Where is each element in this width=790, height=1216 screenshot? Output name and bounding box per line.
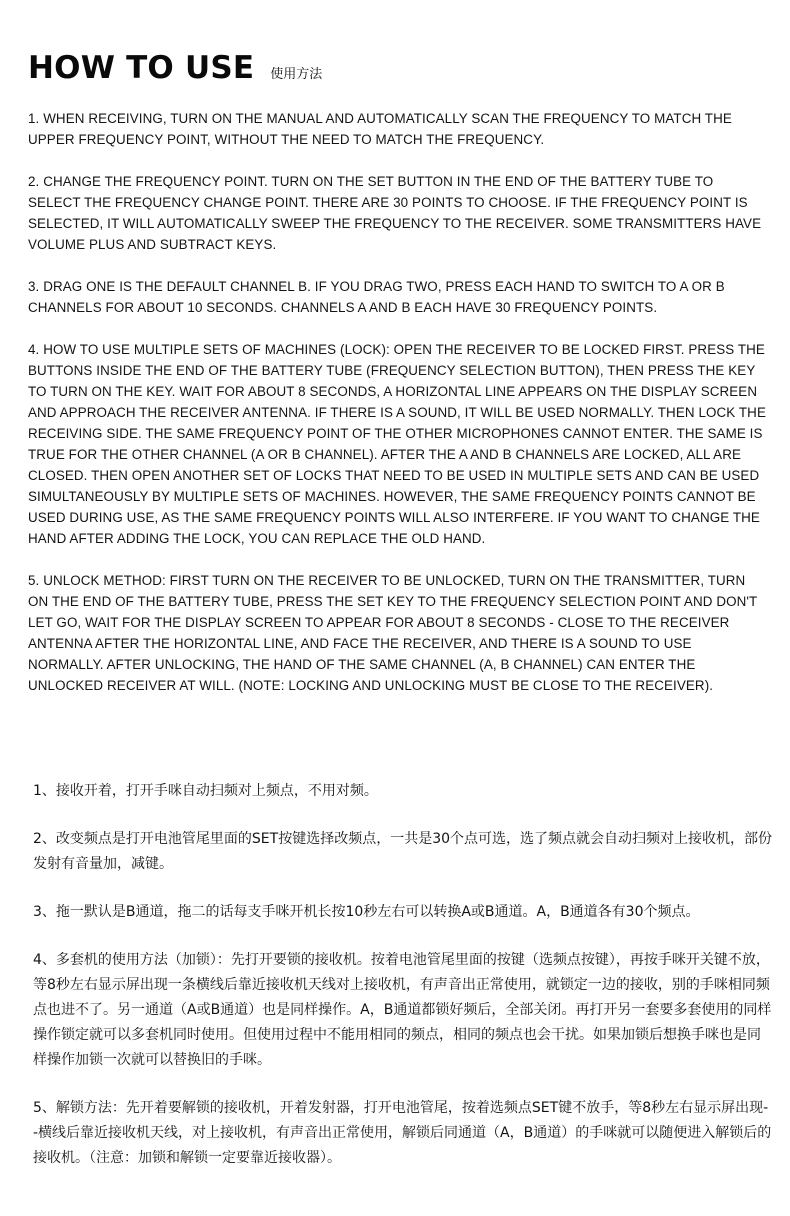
chinese-step-3: 3、拖一默认是B通道，拖二的话每支手咪开机长按10秒左右可以转换A或B通道。A，B通道各有30个频点。 — [33, 904, 700, 920]
page-title: HOW TO USE — [28, 50, 255, 86]
english-step-3: 3. DRAG ONE IS THE DEFAULT CHANNEL B. IF YOU DRAG TWO, PRESS EACH HAND TO SWITCH TO A OR B CHANNELS FOR ABOUT 10 SECONDS. CHANNELS A AND B EACH HAVE 30 FREQUENCY POINTS. — [28, 279, 725, 315]
english-step-2: 2. CHANGE THE FREQUENCY POINT. TURN ON THE SET BUTTON IN THE END OF THE BATTERY TUBE TO SELECT THE FREQUENCY CHANGE POINT. THERE ARE 30 POINTS TO CHOOSE. IF THE FREQUENCY POINT IS SELECTED, IT WILL AUTOMATICALLY SWEEP THE FREQUENCY TO THE RECEIVER. SOME TRANSMITTERS HAVE VOLUME PLUS AND SUBTRACT KEYS. — [28, 174, 762, 252]
page-header — [28, 50, 322, 86]
english-instructions — [28, 108, 768, 717]
chinese-step-4: 4、多套机的使用方法（加锁）：先打开要锁的接收机。按着电池管尾里面的按键（选频点按键），再按手咪开关键不放，等8秒左右显示屏出现一条横线后靠近接收机天线对上接收机，有声音出正常使用，就锁定一边的接收，别的手咪相同频点也进不了。另一通道（A或B通道）也是同样操作。A，B通道都锁好频后，全部关闭。再打开另一套要多套使用的同样操作锁定就可以多套机同时使用。但使用过程中不能用相同的频点，相同的频点也会干扰。如果加锁后想换手咪也是同样操作加锁一次就可以替换旧的手咪。 — [33, 952, 772, 1068]
page-subtitle: 使用方法 — [270, 67, 323, 82]
english-step-5: 5. UNLOCK METHOD: FIRST TURN ON THE RECEIVER TO BE UNLOCKED, TURN ON THE TRANSMITTER, TURN ON THE END OF THE BATTERY TUBE, PRESS THE SET KEY TO THE FREQUENCY SELECTION POINT AND DON'T LET GO, WAIT FOR THE DISPLAY SCREEN TO APPEAR FOR ABOUT 8 SECONDS - CLOSE TO THE RECEIVER ANTENNA AFTER THE HORIZONTAL LINE, AND FACE THE RECEIVER, AND THERE IS A SOUND TO USE NORMALLY. AFTER UNLOCKING, THE HAND OF THE SAME CHANNEL (A, B CHANNEL) CAN ENTER THE UNLOCKED RECEIVER AT WILL. (NOTE: LOCKING AND UNLOCKING MUST BE CLOSE TO THE RECEIVER). — [28, 573, 758, 693]
english-step-1: 1. WHEN RECEIVING, TURN ON THE MANUAL AND AUTOMATICALLY SCAN THE FREQUENCY TO MATCH THE UPPER FREQUENCY POINT, WITHOUT THE NEED TO MATCH THE FREQUENCY. — [28, 111, 732, 147]
chinese-step-5: 5、解锁方法：先开着要解锁的接收机，开着发射器，打开电池管尾，按着选频点SET键不放手，等8秒左右显示屏出现--横线后靠近接收机天线，对上接收机，有声音出正常使用，解锁后同通道（A，B通道）的手咪就可以随便进入解锁后的接收机。（注意：加锁和解锁一定要靠近接收器）。 — [33, 1100, 772, 1166]
chinese-instructions — [33, 779, 773, 1194]
english-step-4: 4. HOW TO USE MULTIPLE SETS OF MACHINES (LOCK): OPEN THE RECEIVER TO BE LOCKED FIRST. PRESS THE BUTTONS INSIDE THE END OF THE BATTERY TUBE (FREQUENCY SELECTION BUTTON), THEN PRESS THE KEY TO TURN ON THE KEY. WAIT FOR ABOUT 8 SECONDS, A HORIZONTAL LINE APPEARS ON THE DISPLAY SCREEN AND APPROACH THE RECEIVER ANTENNA. IF THERE IS A SOUND, IT WILL BE USED NORMALLY. THEN LOCK THE RECEIVING SIDE. THE SAME FREQUENCY POINT OF THE OTHER MICROPHONES CANNOT ENTER. THE SAME IS TRUE FOR THE OTHER CHANNEL (A OR B CHANNEL). AFTER THE A AND B CHANNELS ARE LOCKED, ALL ARE CLOSED. THEN OPEN ANOTHER SET OF LOCKS THAT NEED TO BE USED IN MULTIPLE SETS AND CAN BE USED SIMULTANEOUSLY BY MULTIPLE SETS OF MACHINES. HOWEVER, THE SAME FREQUENCY POINTS CANNOT BE USED DURING USE, AS THE SAME FREQUENCY POINTS WILL ALSO INTERFERE. IF YOU WANT TO CHANGE THE HAND AFTER ADDING THE LOCK, YOU CAN REPLACE THE OLD HAND. — [28, 342, 766, 546]
chinese-step-1: 1、接收开着，打开手咪自动扫频对上频点，不用对频。 — [33, 783, 378, 799]
chinese-step-2: 2、改变频点是打开电池管尾里面的SET按键选择改频点，一共是30个点可选，选了频点就会自动扫频对上接收机，部份发射有音量加，减键。 — [33, 831, 773, 872]
